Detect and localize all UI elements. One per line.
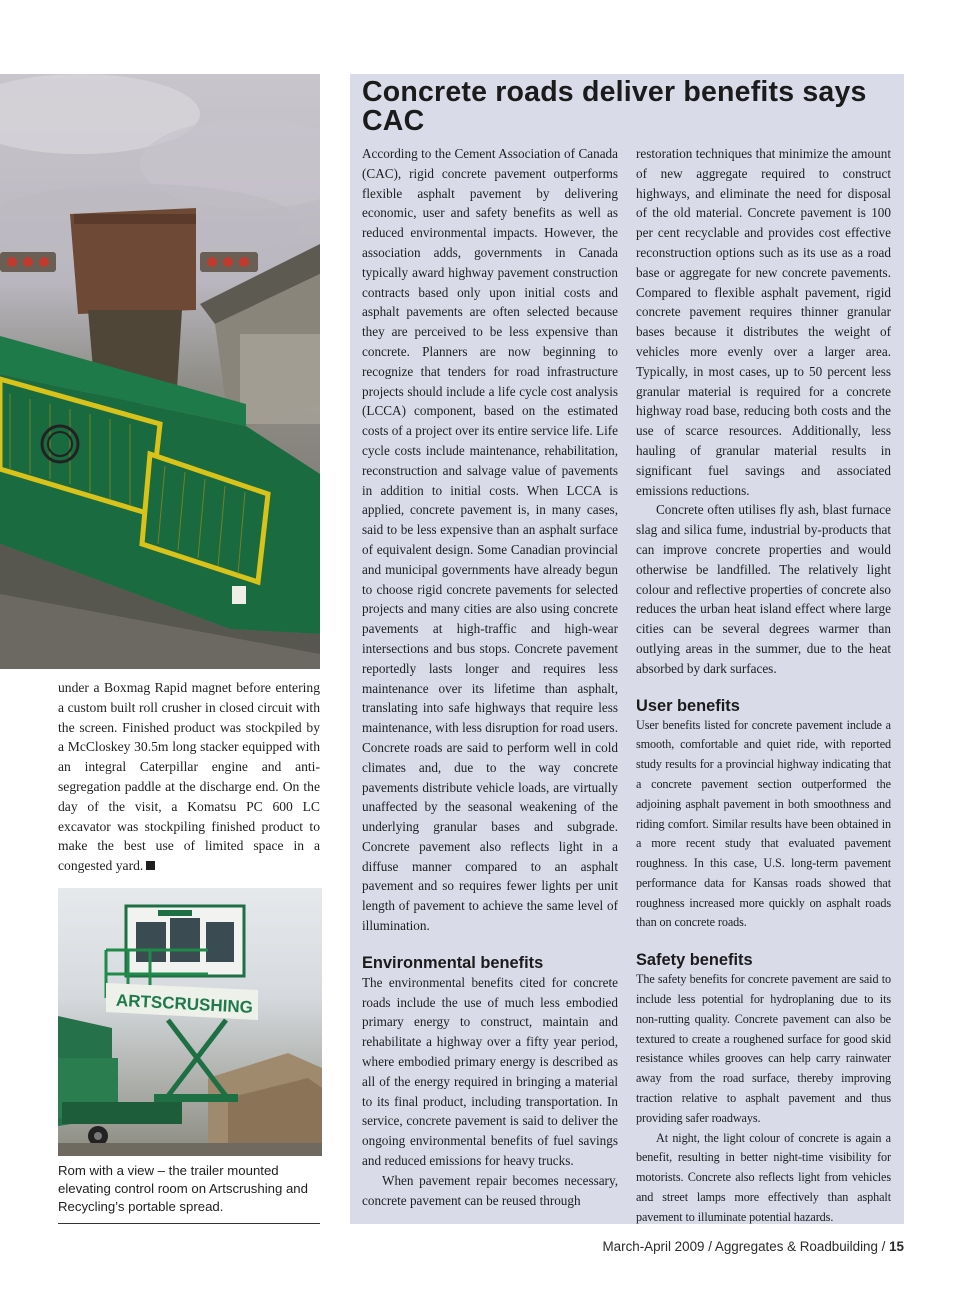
sidebar-column-right — [636, 144, 891, 1228]
end-of-article-mark — [146, 861, 155, 870]
environmental-paragraph-2-continued: restoration techniques that minimize the amount of new aggregate required to construct highways, and eliminate the need for disposal of the old material. Concrete pavement is 100 per cent recyclable and provides cost effective reconstruction options such as its use as a road base or aggregate for new concrete pavements. Compared to flexible asphalt pavement, rigid concrete pavement requires thinner granular bases because it distributes the weight of vehicles more evenly over a larger area. Typically, in most cases, up to 50 percent less granular material is required for a concrete highway road base, reducing both costs and the use of scarce resources. Additionally, less hauling of granular material results in significant fuel savings and associated emissions reductions. — [636, 146, 891, 498]
environmental-paragraph-3: Concrete often utilises fly ash, blast furnace slag and silica fume, industrial by-products that can improve concrete properties and would otherwise be landfilled. The relatively light colour and reflective properties of concrete also reduces the urban heat island effect where large cities can be several degrees warmer than outlying areas in the summer, due to the heat absorbed by dark surfaces. — [636, 502, 891, 676]
environmental-paragraph-1: The environmental benefits cited for concrete roads include the use of much less embodied primary energy to construct, maintain and rehabilitate a highway over a fifty year period, where embodied primary energy is described as all of the energy required in bringing a material to its final product, including transportation. In service, concrete pavement is said to deliver the ongoing environmental benefits of fuel savings and reduced emissions for heavy trucks. — [362, 974, 618, 1169]
safety-benefits-paragraph-2: At night, the light colour of concrete is again a benefit, resulting in better night-time visibility for motorists. Concrete also reflects light from vehicles and street lamps more effectively than asphalt pavement to illuminate potential hazards. — [636, 1130, 891, 1224]
photo-caption: Rom with a view – the trailer mounted elevating control room on Artscrushing and Recycling’s portable spread. — [58, 1163, 308, 1214]
safety-benefits-paragraph-1: The safety benefits for concrete pavement are said to include less potential for hydroplaning due to its non-rutting quality. Concrete pavement can also be textured to create a roughened surface for good skid resistance whiles grooves can help carry rainwater away from the road surface, thereby improving traction relative to asphalt pavement and thus providing safer roadways. — [636, 972, 891, 1125]
footer-issue-text: March-April 2009 / Aggregates & Roadbuilding / — [602, 1239, 890, 1254]
user-benefits-heading: User benefits — [636, 696, 740, 715]
user-benefits-paragraph: User benefits listed for concrete pavement include a smooth, comfortable and quiet ride, with reported study results for a provincial highway indicating that a concrete pavement section outperformed the adjoining asphalt pavement in both smoothness and riding comfort. Similar results have been obtained in a more recent study that evaluated pavement roughness. In this case, U.S. long-term pavement performance data for Kansas roads showed that roughness increased more quickly on asphalt roads than on concrete roads. — [636, 717, 891, 930]
left-body-text: under a Boxmag Rapid magnet before entering a custom built roll crusher in closed circuit with the screen. Finished product was stockpiled by a McCloskey 30.5m long stacker equipped with an integral Caterpillar engine and anti-segregation paddle at the discharge end. On the day of the visit, a Komatsu PC 600 LC excavator was stockpiling finished product to make the best use of limited space in a congested yard. — [58, 680, 320, 874]
machine-sign-text: ARTSCRUSHING — [115, 990, 254, 1017]
page-footer — [603, 1239, 904, 1254]
left-body-paragraph — [58, 678, 320, 876]
environmental-paragraph-2-start: When pavement repair becomes necessary, concrete pavement can be reused through — [362, 1172, 618, 1208]
sidebar-column-middle — [362, 144, 618, 1210]
page-number: 15 — [889, 1239, 904, 1254]
control-room-illustration — [58, 888, 322, 1156]
caption-divider — [58, 1223, 320, 1224]
safety-benefits-heading: Safety benefits — [636, 951, 753, 970]
environmental-benefits-heading: Environmental benefits — [362, 953, 544, 972]
intro-paragraph: According to the Cement Association of Canada (CAC), rigid concrete pavement outperforms flexible asphalt pavement by delivering economic, user and safety benefits as well as reduced environmental impacts. However, the association adds, governments in Canada typically award highway pavement construction contracts based only upon initial costs and asphalt pavements are often selected because they are perceived to be less expensive than concrete. Planners are now beginning to recognize that tenders for road infrastructure projects should include a life cycle cost analysis (LCCA) component, based on the estimated costs of a project over its entire service life. Life cycle costs include maintenance, rehabilitation, reconstruction and salvage value of pavements in addition to initial costs. When LCCA is applied, concrete pavement is, in many cases, said to be less expensive than an asphalt surface of equivalent design. Some Canadian provincial and municipal governments have already begun to choose rigid concrete pavements for selected projects and many cities are also using concrete pavements at high-traffic and high-wear intersections and bus stops. Concrete pavement reportedly lasts longer and requires less maintenance over its lifetime than asphalt, translating into safe highways that require less maintenance, with less disruption for road users. Concrete roads are said to perform well in cold climates and, due to the way concrete pavements distribute vehicle loads, are virtually unaffected by the seasonal weakening of the underlying granular bases and subgrade. Concrete pavement also reflects light in a diffuse manner compared to an asphalt pavement and so requires fewer lights per unit length of pavement to achieve the same level of illumination. — [362, 146, 618, 934]
sidebar-headline: Concrete roads deliver benefits says CAC — [362, 76, 867, 137]
control-room-photo — [58, 888, 322, 1156]
left-column-text — [58, 678, 320, 876]
screening-plant-photo — [0, 74, 320, 669]
screening-plant-illustration — [0, 74, 320, 669]
